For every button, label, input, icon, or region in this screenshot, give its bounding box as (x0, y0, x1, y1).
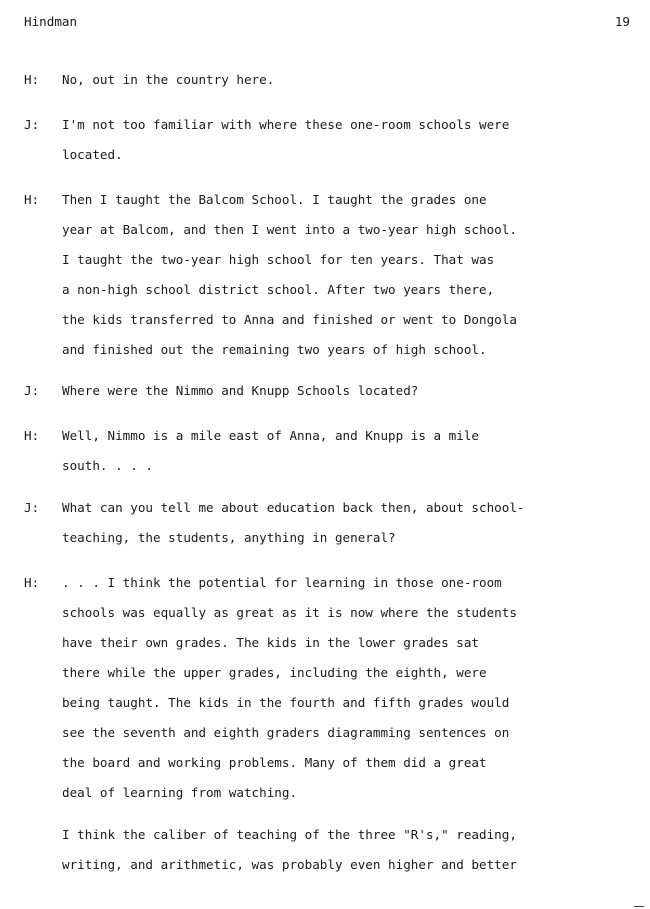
text-line: a non-high school district school. After two years there, (62, 282, 495, 297)
page-number: 19 (614, 14, 630, 29)
text-line: deal of learning from watching. (62, 785, 298, 800)
text-line: south. . . . (62, 458, 153, 473)
speaker-label: H: (24, 428, 40, 443)
header-name: Hindman (24, 14, 78, 29)
text-line: schools was equally as great as it is now where the students (62, 605, 517, 620)
text-line: Well, Nimmo is a mile east of Anna, and Knupp is a mile (62, 428, 480, 443)
text-line: and finished out the remaining two years of high school. (62, 342, 487, 357)
speaker-label: J: (24, 383, 40, 398)
text-line: No, out in the country here. (62, 72, 275, 87)
text-line: the board and working problems. Many of them did a great (62, 755, 487, 770)
edge-mark (634, 906, 644, 907)
text-line: teaching, the students, anything in general? (62, 530, 396, 545)
text-line: have their own grades. The kids in the lower grades sat (62, 635, 480, 650)
dialogue-text (62, 827, 517, 887)
text-line: I think the caliber of teaching of the three "R's," reading, (62, 827, 517, 842)
dialogue-text (62, 117, 509, 177)
speaker-label: J: (24, 117, 40, 132)
text-line: writing, and arithmetic, was probably even higher and better (62, 857, 517, 872)
text-line: there while the upper grades, including the eighth, were (62, 665, 487, 680)
text-line: Where were the Nimmo and Knupp Schools located? (62, 383, 419, 398)
speaker-label: H: (24, 575, 40, 590)
text-line: I taught the two-year high school for ten years. That was (62, 252, 495, 267)
text-line: being taught. The kids in the fourth and fifth grades would (62, 695, 510, 710)
dialogue-text (62, 383, 418, 413)
text-line: Then I taught the Balcom School. I taught the grades one (62, 192, 487, 207)
dialogue-text (62, 192, 517, 372)
text-line: . . . I think the potential for learning in those one-room (62, 575, 502, 590)
speaker-label: H: (24, 72, 40, 87)
text-line: year at Balcom, and then I went into a two-year high school. (62, 222, 517, 237)
dialogue-text (62, 72, 274, 102)
text-line: I'm not too familiar with where these one-room schools were (62, 117, 510, 132)
speaker-label: H: (24, 192, 40, 207)
text-line: located. (62, 147, 123, 162)
dialogue-text (62, 428, 479, 488)
text-line: see the seventh and eighth graders diagramming sentences on (62, 725, 510, 740)
speaker-label: J: (24, 500, 40, 515)
dialogue-text (62, 575, 517, 815)
text-line: the kids transferred to Anna and finished or went to Dongola (62, 312, 517, 327)
text-line: What can you tell me about education back then, about school- (62, 500, 525, 515)
dialogue-text (62, 500, 525, 560)
